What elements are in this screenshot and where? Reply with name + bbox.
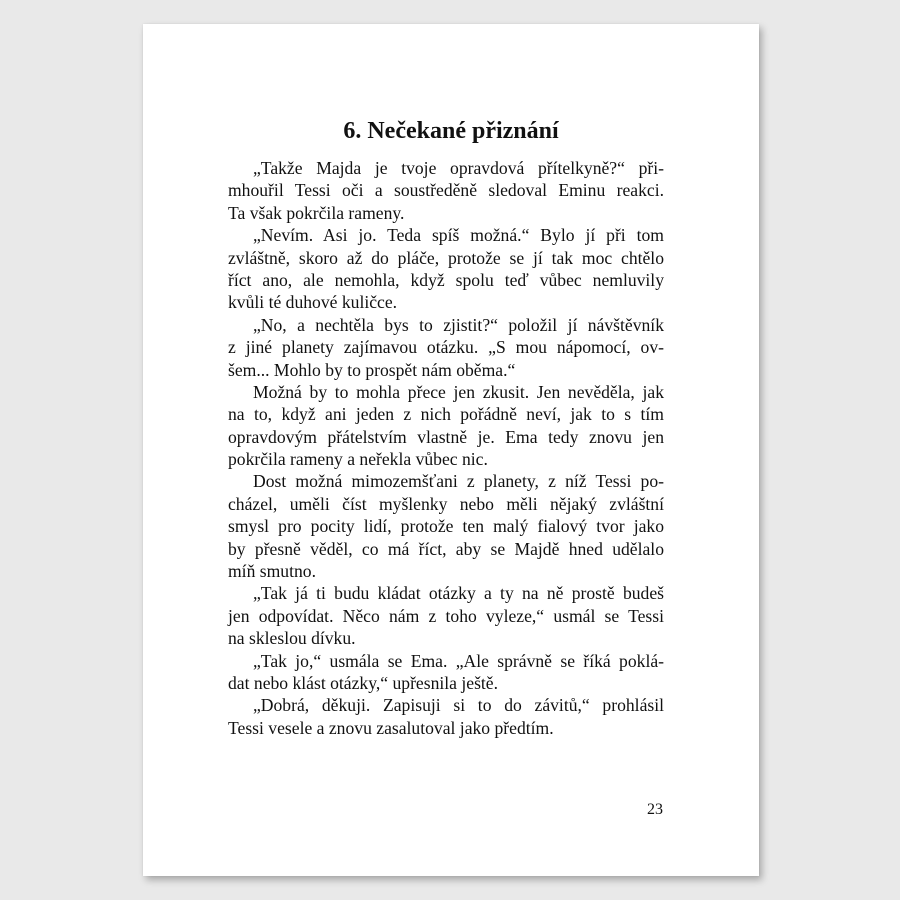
text-line: míň smutno.: [228, 561, 316, 582]
chapter-body: [228, 157, 664, 739]
text-line: Dost možná mimozemšťani z planety, z níž Tessi po-: [253, 471, 664, 492]
text-line: kvůli té duhové kuličce.: [228, 292, 398, 313]
text-line: Ta však pokrčila rameny.: [228, 202, 405, 223]
text-line: mhouřil Tessi oči a soustředěně sledoval Eminu reakci.: [228, 180, 664, 201]
chapter-title: 6. Nečekané přiznání: [343, 118, 559, 144]
text-line: z jiné planety zajímavou otázku. „S mou nápomocí, ov-: [228, 337, 664, 358]
paragraph-4: [228, 381, 664, 471]
text-line: opravdovým přátelstvím vlastně je. Ema tedy znovu jen: [228, 426, 664, 447]
text-line: zvláštně, skoro až do pláče, protože se jí tak moc chtělo: [228, 247, 664, 268]
text-line: „Dobrá, děkuji. Zapisuji si to do závitů,“ prohlásil: [253, 695, 664, 716]
text-line: „Tak já ti budu kládat otázky a ty na ně prostě budeš: [253, 583, 664, 604]
paragraph-2: [228, 224, 664, 314]
text-line: „No, a nechtěla bys to zjistit?“ položil jí návštěvník: [253, 314, 664, 335]
book-page: [143, 24, 759, 876]
text-line: „Takže Majda je tvoje opravdová přítelkyně?“ při-: [253, 158, 664, 178]
text-line: jen odpovídat. Něco nám z toho vyleze,“ usmál se Tessi: [228, 605, 664, 626]
text-line: na skleslou dívku.: [228, 628, 356, 649]
paragraph-8: [228, 694, 664, 739]
paragraph-5: [228, 470, 664, 582]
paragraph-7: [228, 650, 664, 695]
text-line: cházel, uměli číst myšlenky nebo měli nějaký zvláštní: [228, 493, 664, 514]
text-line: Možná by to mohla přece jen zkusit. Jen nevěděla, jak: [253, 381, 664, 402]
paragraph-1: [228, 157, 664, 224]
text-line: dat nebo klást otázky,“ upřesnila ještě.: [228, 672, 499, 693]
text-line: by přesně věděl, co má říct, aby se Majdě hned udělalo: [228, 538, 664, 559]
text-line: smysl pro pocity lidí, protože ten malý fialový tvor jako: [228, 516, 664, 537]
text-line: říct ano, ale nemohla, když spolu teď vůbec nemluvily: [228, 269, 664, 290]
text-line: na to, když ani jeden z nich pořádně neví, jak to s tím: [228, 404, 664, 425]
text-line: „Tak jo,“ usmála se Ema. „Ale správně se říká poklá-: [253, 650, 664, 671]
text-line: Tessi vesele a znovu zasalutoval jako předtím.: [228, 717, 554, 738]
paragraph-3: [228, 314, 664, 381]
page-number: 23: [647, 801, 663, 818]
text-line: „Nevím. Asi jo. Teda spíš možná.“ Bylo jí při tom: [253, 225, 664, 246]
text-line: pokrčila rameny a neřekla vůbec nic.: [228, 449, 488, 470]
paragraph-6: [228, 582, 664, 649]
text-line: šem... Mohlo by to prospět nám oběma.“: [228, 359, 516, 380]
